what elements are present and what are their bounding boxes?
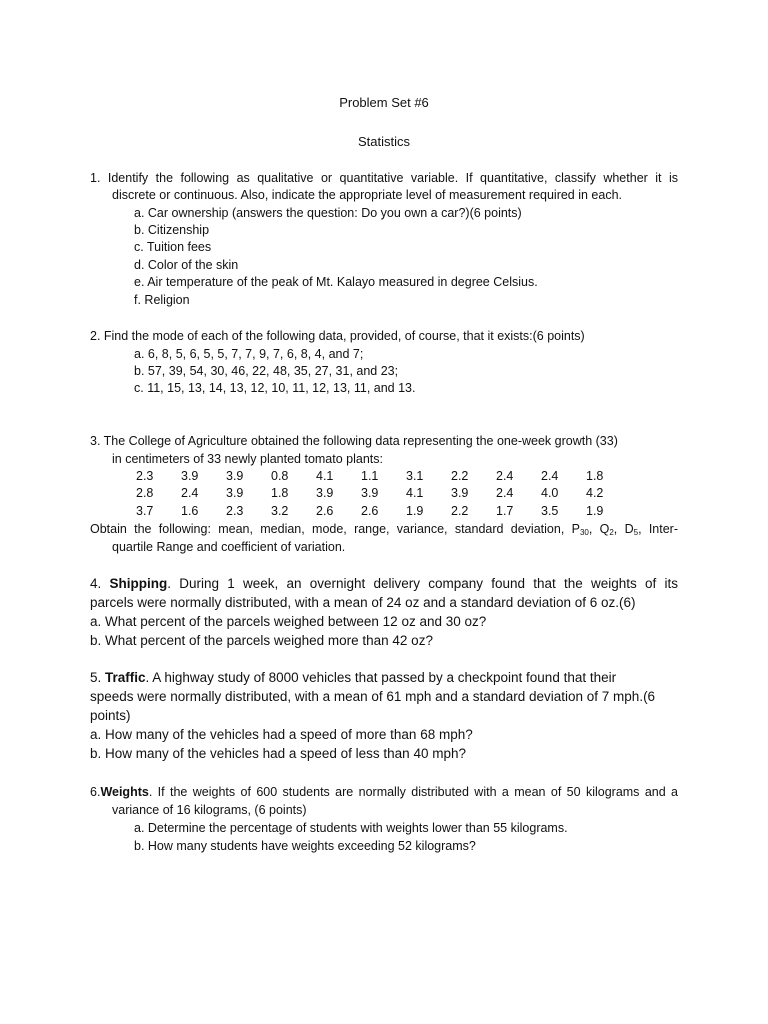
table-cell: 2.4 bbox=[496, 486, 514, 500]
table-cell: 2.2 bbox=[451, 469, 469, 483]
q6-part-a: a. Determine the percentage of students with weights lower than 55 kilograms. bbox=[134, 821, 568, 835]
table-cell: 4.0 bbox=[541, 486, 559, 500]
table-cell: 1.9 bbox=[586, 504, 604, 518]
q1-item-c: c. Tuition fees bbox=[134, 240, 212, 254]
q4-number: 4. bbox=[90, 576, 102, 591]
q1-line1: 1. Identify the following as qualitative or quantitative variable. If quantitative, classify whether it is bbox=[90, 171, 678, 185]
table-cell: 3.9 bbox=[226, 486, 244, 500]
q5-number: 5. bbox=[90, 670, 102, 685]
table-cell: 2.4 bbox=[181, 486, 199, 500]
q3-line2: in centimeters of 33 newly planted tomato plants: bbox=[112, 452, 383, 466]
table-cell: 1.9 bbox=[406, 504, 424, 518]
q3-obtain-line2: quartile Range and coefficient of variation. bbox=[112, 540, 346, 554]
table-cell: 3.9 bbox=[316, 486, 334, 500]
table-cell: 2.8 bbox=[136, 486, 154, 500]
table-cell: 1.7 bbox=[496, 504, 514, 518]
q2-item-b: b. 57, 39, 54, 30, 46, 22, 48, 35, 27, 31, and 23; bbox=[134, 364, 399, 378]
table-cell: 2.4 bbox=[541, 469, 559, 483]
table-cell: 0.8 bbox=[271, 469, 289, 483]
table-cell: 3.1 bbox=[406, 469, 424, 483]
q5-line1 bbox=[90, 670, 616, 686]
q5-part-a: a. How many of the vehicles had a speed of more than 68 mph? bbox=[90, 727, 473, 742]
q6-text: . If the weights of 600 students are normally distributed with a mean of 50 kilograms and a bbox=[148, 785, 678, 799]
q2-line1: 2. Find the mode of each of the following data, provided, of course, that it exists:(6 points) bbox=[90, 329, 585, 343]
q-subscript: 2 bbox=[609, 528, 614, 537]
q1-item-a: a. Car ownership (answers the question: Do you own a car?)(6 points) bbox=[134, 206, 522, 220]
table-cell: 3.9 bbox=[226, 469, 244, 483]
q6-heading: Weights bbox=[100, 785, 149, 799]
table-cell: 1.6 bbox=[181, 504, 199, 518]
table-cell: 2.3 bbox=[226, 504, 244, 518]
table-cell: 2.6 bbox=[361, 504, 379, 518]
q1-item-b: b. Citizenship bbox=[134, 223, 210, 237]
q1-item-e: e. Air temperature of the peak of Mt. Kalayo measured in degree Celsius. bbox=[134, 275, 538, 289]
q2-item-c: c. 11, 15, 13, 14, 13, 12, 10, 11, 12, 13, 11, and 13. bbox=[134, 381, 416, 395]
p-subscript: 30 bbox=[579, 528, 589, 537]
table-cell: 2.2 bbox=[451, 504, 469, 518]
q3-obtain-tail: , Inter- bbox=[638, 522, 679, 536]
table-cell: 3.2 bbox=[271, 504, 289, 518]
q1-item-d: d. Color of the skin bbox=[134, 258, 239, 272]
q4-line2: parcels were normally distributed, with a mean of 24 oz and a standard deviation of 6 oz.(6) bbox=[90, 595, 636, 610]
q6-part-b: b. How many students have weights exceeding 52 kilograms? bbox=[134, 839, 476, 853]
q3-line1: 3. The College of Agriculture obtained the following data representing the one-week growth (33) bbox=[90, 434, 618, 448]
table-cell: 1.8 bbox=[271, 486, 289, 500]
q3-obtain-text: Obtain the following: mean, median, mode, range, variance, standard deviation, P bbox=[90, 522, 580, 536]
q1-line2: discrete or continuous. Also, indicate the appropriate level of measurement required in each. bbox=[112, 188, 623, 202]
table-cell: 2.4 bbox=[496, 469, 514, 483]
table-cell: 4.1 bbox=[406, 486, 424, 500]
q6-line2: variance of 16 kilograms, (6 points) bbox=[112, 803, 307, 817]
table-cell: 1.8 bbox=[586, 469, 604, 483]
d-letter: , D bbox=[613, 522, 634, 536]
table-cell: 3.9 bbox=[451, 486, 469, 500]
q4-line1 bbox=[90, 576, 678, 592]
q5-heading: Traffic bbox=[105, 670, 146, 685]
q6-number: 6. bbox=[90, 785, 101, 799]
document-subtitle: Statistics bbox=[357, 134, 410, 149]
q6-line1 bbox=[90, 784, 678, 800]
q4-part-b: b. What percent of the parcels weighed more than 42 oz? bbox=[90, 633, 433, 648]
q5-part-b: b. How many of the vehicles had a speed of less than 40 mph? bbox=[90, 746, 466, 761]
document-title: Problem Set #6 bbox=[339, 95, 429, 110]
table-cell: 2.6 bbox=[316, 504, 334, 518]
d-subscript: 5 bbox=[633, 528, 639, 537]
table-cell: 1.1 bbox=[361, 469, 379, 483]
table-cell: 2.3 bbox=[136, 469, 154, 483]
q2-item-a: a. 6, 8, 5, 6, 5, 5, 7, 7, 9, 7, 6, 8, 4, and 7; bbox=[134, 347, 364, 361]
q5-text: . A highway study of 8000 vehicles that passed by a checkpoint found that their bbox=[145, 670, 617, 685]
q1-item-f: f. Religion bbox=[134, 293, 190, 307]
table-cell: 4.2 bbox=[586, 486, 604, 500]
table-cell: 3.9 bbox=[361, 486, 379, 500]
table-cell: 4.1 bbox=[316, 469, 334, 483]
q-letter: , Q bbox=[588, 522, 610, 536]
q5-line2: speeds were normally distributed, with a mean of 61 mph and a standard deviation of 7 mph.(6 bbox=[90, 689, 656, 704]
table-cell: 3.7 bbox=[136, 504, 154, 518]
q5-line3: points) bbox=[90, 708, 131, 723]
q3-obtain-line1 bbox=[90, 521, 678, 541]
q4-part-a: a. What percent of the parcels weighed between 12 oz and 30 oz? bbox=[90, 614, 487, 629]
q4-text: . During 1 week, an overnight delivery company found that the weights of its bbox=[167, 576, 678, 591]
table-cell: 3.9 bbox=[181, 469, 199, 483]
table-cell: 3.5 bbox=[541, 504, 559, 518]
q4-heading: Shipping bbox=[109, 576, 168, 591]
